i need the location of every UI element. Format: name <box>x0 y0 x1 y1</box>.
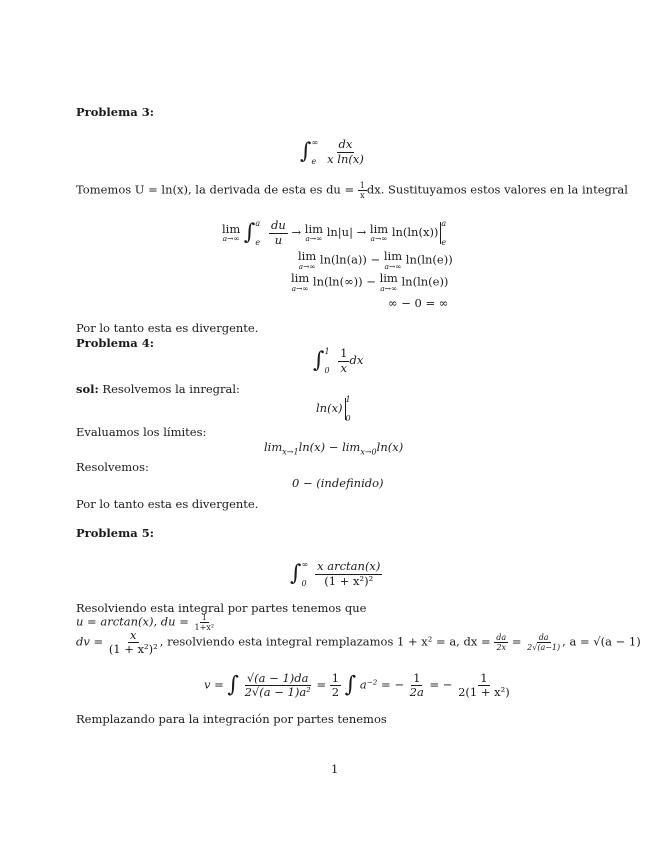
problem-5-parts-text: Resolviendo esta integral por partes tenemos que <box>76 601 367 615</box>
problem-3-limit-line-1: lim a→∞ ∫ a e $\frac{du}{u}$ → lim a→∞ ln|u| → lim a→∞ ln(ln(x)) a e <box>222 218 447 247</box>
problem-4-result: 0 − (indefinido) <box>292 476 384 490</box>
problem-3-integral: ∫ ∞ e $\frac{dx}{\text{x ln(x)}}$ <box>300 137 364 166</box>
page-number: 1 <box>331 762 339 776</box>
problem-3-limit-line-2: lim a→∞ ln(ln(a)) − lim a→∞ ln(ln(e)) <box>298 249 453 271</box>
problem-3-heading: Problema 3: <box>76 105 154 119</box>
problem-5-heading: Problema 5: <box>76 526 154 540</box>
problem-5-integral: ∫ ∞ 0 $\frac{\text{x arctan(x)}}{\text{(1 + x²)²}}$ <box>290 559 381 588</box>
problem-4-integral: ∫ 1 0 $\frac{1}{x}$ dx <box>313 346 364 375</box>
problem-5-closing-text: Remplazando para la integración por partes tenemos <box>76 712 387 726</box>
problem-4-resolve-text: Resolvemos: <box>76 460 149 474</box>
problem-3-result: ∞ − 0 = ∞ <box>388 296 449 310</box>
problem-4-limits-expression: $\lim_{x\to 1}\ln(x) - \lim_{x\to 0}\ln(x)$ <box>264 440 404 457</box>
problem-4-heading: Problema 4: <box>76 336 154 350</box>
problem-5-dv-line: dv = $\frac{x}{\text{(1 + x²)²}}$ , resolviendo esta integral remplazamos 1 + x² = a, dx = $\frac{da}{2x}$ = $\frac{da}{2√(a-1)}$ , a = √(a − 1) <box>76 628 641 657</box>
problem-4-antiderivative: ln(x) 1 0 <box>316 395 351 423</box>
problem-3-substitution-text: Tomemos U = ln(x), la derivada de esta es du = $\frac{1}{x}$ dx. Sustituyamos estos valores en la integral <box>76 181 628 201</box>
problem-4-limits-text: Evaluamos los límites: <box>76 425 207 439</box>
problem-3-conclusion: Por lo tanto esta es divergente. <box>76 321 259 335</box>
problem-5-v-equation: v = ∫ $\frac{√(a - 1)da}{\text{2√(a − 1)a²}}$ = $\frac{1}{2}$ ∫ a⁻² = − $\frac{1}{2a}$ = − $\frac{1}{\text{2(1 + x²)}}$ <box>204 671 510 700</box>
problem-5-u-line: u = arctan(x), du = $\frac{1}{\text{1+x²}}$ <box>76 613 215 633</box>
problem-3-limit-line-3: lim a→∞ ln(ln(∞)) − lim a→∞ ln(ln(e)) <box>291 271 449 293</box>
problem-4-conclusion: Por lo tanto esta es divergente. <box>76 497 259 511</box>
problem-4-sol-line: sol: Resolvemos la inregral: <box>76 382 240 396</box>
